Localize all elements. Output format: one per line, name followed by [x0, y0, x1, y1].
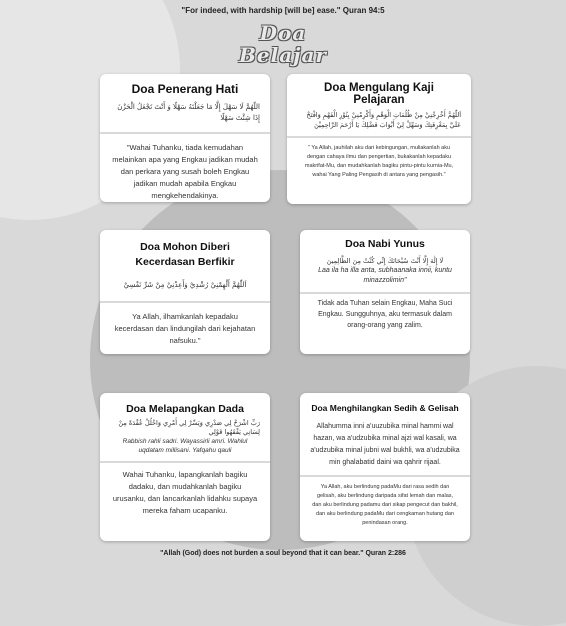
page-title — [0, 22, 566, 66]
card-translation: Wahai Tuhanku, lapangkanlah bagiku dadaku, dan mudahkanlah bagiku urusanku, dan lancarkanlah lidahku supaya mereka faham ucapanku. — [112, 470, 258, 515]
transliteration: Rabbish rahli sadri. Wayassirli amri. Wahlul uqdatam millisani. Yafqahu qauli — [122, 438, 248, 454]
arabic-text: لَا إِلَٰهَ إِلَّا أَنْتَ سُبْحَانَكَ إِنِّي كُنْتُ مِنَ الظَّالِمِينَ — [326, 257, 444, 265]
card-doa-kecerdasan — [100, 230, 270, 354]
card-translation: Ya Allah, ilhamkanlah kepadaku kecerdasan dan lindungilah dari kejahatan nafsuku." — [114, 312, 256, 345]
arabic-text: رَبِّ اشْرَحْ لِي صَدْرِي وَيَسِّرْ لِي أَمْرِي وَاحْلُلْ عُقْدَةً مِنْ لِسَانِي يَفْقَهُوا قَوْلِي — [118, 419, 260, 436]
card-translation: " Ya Allah, jauhilah aku dari kebingungan, muliakanlah aku dengan cahaya ilmu dan pengertian, bukakanlah kepadaku makrifat-Mu, dan mudahkanlah bagiku pintu-pintu kurnia-Mu, wahai Yang Paling Pengasih di antara yang pengasih." — [304, 145, 454, 178]
transliteration: Allahumma inni a'uuzubika minal hammi wal hazan, wa a'udzubika minal ajzi wal kasali, wa a'udzubika minal jubni wal bukhli, wa a'udzubika min ghalabatid daini wa qahrir rijaal. — [310, 423, 460, 466]
arabic-text: اللّهُمَّ لَا سَهْلَ إِلَّا مَا جَعَلْتَهُ سَهْلًا وَ أَنْتَ تَجْعَلُ الْحَزْنَ إِذَا شِئْتَ سَهْلًا — [117, 103, 260, 122]
card-heading: Doa Melapangkan Dada — [126, 403, 244, 415]
bottom-quote: "Allah (God) does not burden a soul beyond that it can bear." Quran 2:286 — [160, 550, 406, 557]
title-line-1: Doa — [259, 21, 307, 45]
arabic-text: اَللّٰهُمَّ أَخْرِجْنِيْ مِنْ ظُلُمَاتِ الْوَهْمِ وَأَكْرِمْنِيْ بِنُوْرِ الْفَهْمِ وَافْتَحْ عَلَيَّ بِمَعْرِفَتِكَ وَسَهِّلْ لِيْ أَبْوَابَ فَضْلِكَ يَا أَرْحَمَ الرَّاحِمِيْنَ — [306, 111, 461, 129]
title-line-2: Belajar — [239, 43, 327, 67]
card-translation: Ya Allah, aku berlindung padaMu dari rasa sedih dan gelisah, aku berlindung daripada sifat lemah dan malas, dan aku berlindung padamu dari sikap pengecut dan bakhil, dan aku berlindung padaMu dari cengkaman hutang dan penindasan orang. — [312, 484, 458, 526]
card-translation: "Wahai Tuhanku, tiada kemudahan melainkan apa yang Engkau jadikan mudah dan perkara yang susah boleh Engkau jadikan mudah apabila Engkau mengkehendakinya. — [112, 143, 258, 200]
card-translation: Tidak ada Tuhan selain Engkau, Maha Suci Engkau. Sungguhnya, aku termasuk dalam orang-orang yang zalim. — [317, 300, 453, 329]
card-heading: Doa Mohon Diberi Kecerdasan Berfikir — [135, 241, 235, 268]
card-heading: Doa Mengulang Kaji Pelajaran — [324, 82, 434, 106]
card-heading: Doa Penerang Hati — [131, 82, 239, 96]
card-doa-melapangkan-dada — [100, 393, 270, 541]
card-doa-penerang-hati — [100, 74, 270, 202]
top-quote: "For indeed, with hardship [will be] ease." Quran 94:5 — [181, 6, 385, 15]
arabic-text: اَللّٰهُمَّ أَلْهِمْنِيْ رُشْدِيْ وَأَعِذْنِيْ مِنْ شَرِّ نَفْسِيْ — [123, 281, 247, 289]
transliteration: Laa ila ha illa anta, subhaanaka innii, kuntu minazzolimin" — [318, 267, 452, 284]
card-heading: Doa Menghilangkan Sedih & Gelisah — [311, 403, 459, 413]
card-doa-menghilangkan-sedih — [300, 393, 470, 541]
card-doa-nabi-yunus — [300, 230, 470, 354]
card-doa-mengulang-kaji — [287, 74, 471, 204]
card-heading: Doa Nabi Yunus — [345, 238, 425, 250]
